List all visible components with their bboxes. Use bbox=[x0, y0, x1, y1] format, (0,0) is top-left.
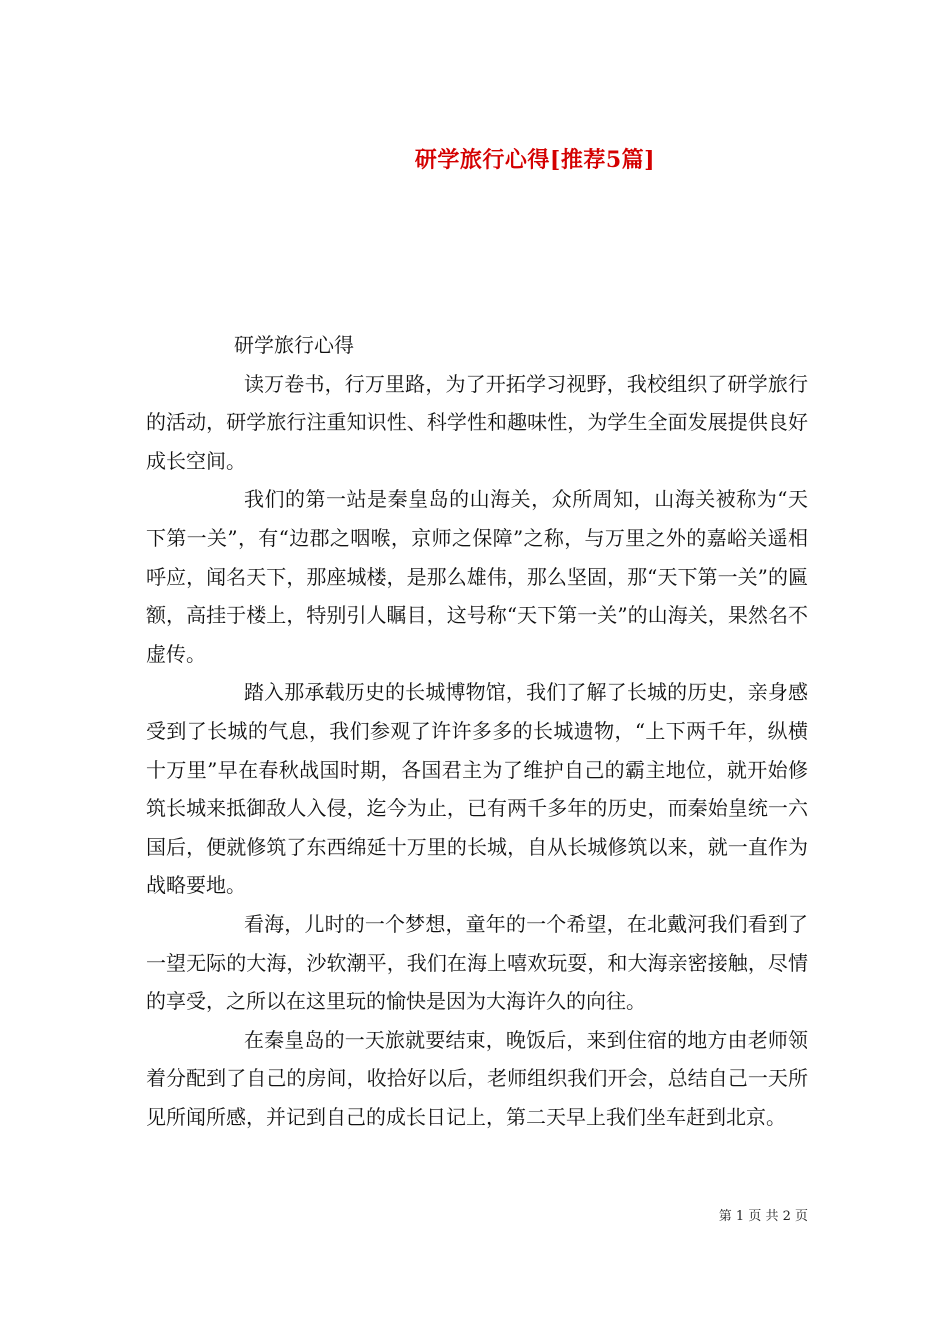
paragraph-2: 我们的第一站是秦皇岛的山海关，众所周知，山海关被称为“天下第一关”，有“边郡之咽喉，京师之保障”之称，与万里之外的嘉峪关遥相呼应，闻名天下，那座城楼，是那么雄伟，那么坚固，那“天下第一关”的匾额，高挂于楼上，特别引人瞩目，这号称“天下第一关”的山海关，果然名不虚传。 bbox=[146, 487, 808, 666]
paragraph-4: 看海，儿时的一个梦想，童年的一个希望，在北戴河我们看到了一望无际的大海，沙软潮平，我们在海上嘻欢玩耍，和大海亲密接触，尽情的享受，之所以在这里玩的愉快是因为大海许久的向往。 bbox=[146, 911, 808, 1014]
document-title: 研学旅行心得[推荐5篇] bbox=[414, 146, 656, 173]
document-body bbox=[146, 326, 808, 1136]
section-heading: 研学旅行心得 bbox=[234, 333, 354, 357]
paragraph-1: 读万卷书，行万里路，为了开拓学习视野，我校组织了研学旅行的活动，研学旅行注重知识性、科学性和趣味性，为学生全面发展提供良好成长空间。 bbox=[146, 371, 808, 473]
paragraph-3: 踏入那承载历史的长城博物馆，我们了解了长城的历史，亲身感受到了长城的气息，我们参观了许许多多的长城遗物，“上下两千年，纵横十万里”早在春秋战国时期，各国君主为了维护自己的霸主地位，就开始修筑长城来抵御敌人入侵，迄今为止，已有两千多年的历史，而秦始皇统一六国后，便就修筑了东西绵延十万里的长城，自从长城修筑以来，就一直作为战略要地。 bbox=[146, 680, 808, 898]
paragraph-5: 在秦皇岛的一天旅就要结束，晚饭后，来到住宿的地方由老师领着分配到了自己的房间，收拾好以后，老师组织我们开会，总结自己一天所见所闻所感，并记到自己的成长日记上，第二天早上我们坐车赶到北京。 bbox=[146, 1027, 808, 1129]
page-number: 第 1 页 共 2 页 bbox=[718, 1209, 808, 1224]
